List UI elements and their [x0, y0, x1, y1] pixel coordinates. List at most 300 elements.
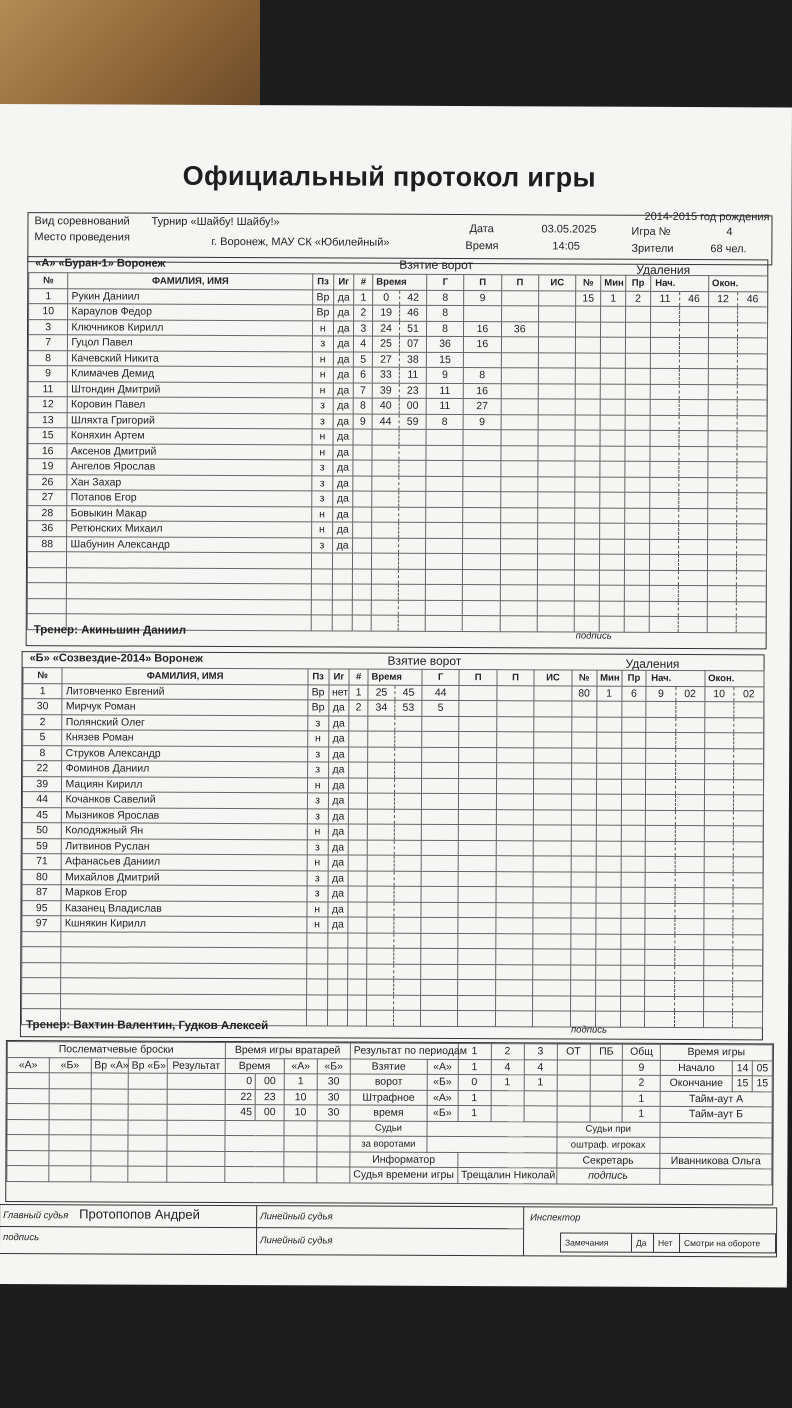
penalty-cell [704, 841, 733, 857]
goal-cell [421, 1010, 458, 1026]
player-number: 30 [23, 699, 63, 715]
player-plays: да [333, 289, 354, 305]
penalty-cell [679, 430, 708, 446]
penalty-cell [675, 856, 704, 872]
penalty-cell [737, 369, 767, 385]
player-number: 97 [22, 916, 62, 932]
team-a-signature: подпись [575, 630, 612, 642]
player-plays [332, 553, 353, 569]
player-number: 39 [22, 776, 62, 792]
goal-cell [425, 553, 462, 569]
penalty-cell [620, 918, 645, 934]
summary-cell: 1 [458, 1059, 491, 1075]
summary-cell: «Б» [427, 1074, 458, 1090]
penalty-cell [650, 322, 679, 338]
goal-cell [349, 731, 368, 747]
penalty-cell [571, 747, 596, 763]
penalty-cell [575, 430, 600, 446]
player-number: 10 [29, 304, 68, 320]
penalty-cell [625, 399, 650, 415]
goal-cell [538, 430, 575, 446]
goal-cell: 11 [426, 383, 463, 399]
player-number [22, 931, 62, 947]
penalty-cell [645, 918, 674, 934]
summary-cell [225, 1135, 284, 1151]
team-a-coach: Тренер: Акиньшин Даниил [33, 624, 187, 637]
goal-cell [348, 902, 367, 918]
penalty-cell [571, 794, 596, 810]
penalty-cell [733, 748, 763, 764]
player-plays: да [328, 824, 349, 840]
goal-cell [367, 917, 394, 933]
goal-cell [533, 871, 570, 887]
player-position [311, 553, 332, 569]
penalty-cell [736, 601, 766, 617]
player-number: 1 [23, 683, 63, 699]
goal-cell [348, 1010, 367, 1026]
player-position: з [312, 460, 333, 476]
penalty-cell [600, 523, 625, 539]
penalty-cell [737, 400, 767, 416]
penalty-cell [621, 779, 646, 795]
summary-cell [660, 1137, 772, 1153]
summary-cell: 45 [225, 1104, 256, 1120]
summary-cell [284, 1120, 317, 1136]
team-b-table [21, 667, 765, 1028]
goal-cell: 8 [354, 398, 373, 414]
penalty-cell [707, 570, 736, 586]
goal-cell [348, 964, 367, 980]
goal-cell [459, 747, 496, 763]
penalty-cell [733, 934, 763, 950]
penalty-cell [596, 810, 621, 826]
goal-cell [501, 306, 538, 322]
goal-cell [349, 762, 368, 778]
player-plays: да [332, 522, 353, 538]
penalty-cell [571, 716, 596, 732]
header-cell: Нач. [651, 275, 680, 291]
penalty-cell [575, 539, 600, 555]
player-number: 11 [28, 381, 67, 397]
player-number: 26 [28, 474, 67, 490]
penalty-cell [650, 415, 679, 431]
goal-cell [421, 824, 458, 840]
player-position: з [312, 491, 333, 507]
goal-cell [349, 778, 368, 794]
player-plays: да [328, 870, 349, 886]
summary-cell [167, 1135, 224, 1151]
penalty-cell [625, 508, 650, 524]
penalty-cell [704, 888, 733, 904]
penalty-cell [621, 732, 646, 748]
goal-cell: 11 [399, 367, 426, 383]
inspector-label: Инспектор [530, 1212, 581, 1224]
header-cell: Окон. [709, 276, 738, 292]
summary-cell [284, 1167, 317, 1183]
penalty-cell [650, 430, 679, 446]
player-name: Мызников Ярослав [62, 807, 307, 824]
header-cell: Время [373, 274, 400, 290]
goal-cell [496, 887, 533, 903]
goal-cell [500, 476, 537, 492]
summary-cell: 00 [256, 1074, 285, 1090]
goal-cell [538, 383, 575, 399]
goal-cell [538, 368, 575, 384]
goal-cell [495, 980, 532, 996]
goal-cell [501, 368, 538, 384]
player-position [306, 1010, 327, 1026]
penalty-cell [704, 779, 733, 795]
player-position: з [307, 793, 328, 809]
goal-cell [425, 538, 462, 554]
goal-cell [353, 491, 372, 507]
summary-cell: Взятие [350, 1059, 427, 1075]
goal-cell: 9 [353, 414, 372, 430]
goal-cell [367, 855, 394, 871]
goal-cell [464, 352, 501, 368]
summary-cell [128, 1120, 168, 1136]
goal-cell [425, 600, 462, 616]
team-b-name: «Б» «Созвездие-2014» Воронеж [29, 652, 203, 665]
goal-cell [399, 460, 426, 476]
player-position: н [312, 444, 333, 460]
goal-cell [394, 886, 421, 902]
player-plays: да [333, 320, 354, 336]
player-number [27, 552, 66, 568]
player-plays [332, 615, 353, 631]
goal-cell [459, 825, 496, 841]
summary-cell [128, 1073, 168, 1089]
player-name: Полянский Олег [62, 714, 307, 731]
goal-cell: 59 [399, 414, 426, 430]
player-position: з [307, 762, 328, 778]
summary-cell: Время игры вратарей [225, 1042, 350, 1058]
summary-cell: 2 [623, 1075, 660, 1091]
player-position: н [312, 522, 333, 538]
goal-cell [398, 600, 425, 616]
goal-cell [501, 430, 538, 446]
header-cell: Иг [333, 274, 354, 290]
goal-cell [496, 871, 533, 887]
summary-cell: «А» [427, 1090, 458, 1106]
team-a-table [27, 272, 769, 633]
goal-cell: 36 [426, 336, 463, 352]
penalty-cell [733, 841, 763, 857]
header-cell [738, 276, 768, 292]
goal-cell [458, 949, 495, 965]
player-name: Хан Захар [67, 474, 312, 491]
summary-cell: Время игры [660, 1044, 772, 1060]
goal-cell [353, 460, 372, 476]
penalty-cell [733, 810, 763, 826]
goal-cell [421, 886, 458, 902]
header-cell: № [29, 273, 68, 289]
goal-cell [459, 778, 496, 794]
penalty-cell [737, 493, 767, 509]
goal-cell [372, 460, 399, 476]
player-plays: да [332, 491, 353, 507]
penalty-cell [596, 701, 621, 717]
summary-cell: 15 [733, 1076, 753, 1092]
remarks-see-back: Смотри на обороте [679, 1234, 775, 1252]
player-position: Вр [308, 700, 329, 716]
goal-cell [500, 523, 537, 539]
goal-cell [500, 507, 537, 523]
player-plays: да [328, 808, 349, 824]
goal-cell: 40 [372, 398, 399, 414]
penalty-cell [737, 353, 767, 369]
player-number [22, 947, 62, 963]
penalty-cell: 80 [572, 685, 597, 701]
penalty-cell [621, 903, 646, 919]
goal-cell [533, 964, 570, 980]
summary-cell: оштраф. игроках [556, 1137, 659, 1153]
penalty-cell [646, 856, 675, 872]
goal-cell [398, 553, 425, 569]
player-plays: да [328, 839, 349, 855]
summary-cell: Трещалин Николай [457, 1168, 556, 1184]
goal-cell [501, 290, 538, 306]
summary-cell [91, 1073, 128, 1089]
venue-label: Место проведения [34, 231, 130, 244]
penalty-cell [733, 857, 763, 873]
penalty-cell [650, 477, 679, 493]
summary-cell: 30 [317, 1105, 350, 1121]
penalty-cell [679, 446, 708, 462]
header-cell: № [572, 670, 597, 686]
penalty-cell [645, 903, 674, 919]
goal-cell [425, 569, 462, 585]
penalty-cell [675, 794, 704, 810]
goal-cell [367, 809, 394, 825]
penalty-cell [736, 570, 766, 586]
header-cell: Нач. [646, 670, 675, 686]
goal-cell [537, 600, 574, 616]
summary-cell: Судьи при [557, 1121, 660, 1137]
penalty-cell [575, 415, 600, 431]
penalty-cell [736, 555, 766, 571]
summary-cell: Вр «Б» [128, 1058, 168, 1074]
penalty-cell [624, 616, 649, 632]
penalty-cell [674, 1011, 703, 1027]
goal-cell: 07 [399, 336, 426, 352]
penalty-cell [571, 763, 596, 779]
penalty-cell [733, 733, 763, 749]
goal-cell: 1 [349, 685, 368, 701]
penalty-cell [621, 794, 646, 810]
player-plays: да [333, 429, 354, 445]
player-name: Мациян Кирилл [62, 776, 307, 793]
player-name [67, 567, 312, 584]
header-cell: П [459, 670, 496, 686]
summary-cell: Тайм-аут Б [660, 1106, 772, 1122]
penalty-cell [596, 763, 621, 779]
player-plays [327, 994, 348, 1010]
goal-cell: 42 [400, 290, 427, 306]
goal-cell [368, 778, 395, 794]
penalty-cell [624, 570, 649, 586]
summary-cell [168, 1089, 225, 1105]
goal-cell [394, 948, 421, 964]
penalty-cell [625, 446, 650, 462]
player-plays [332, 568, 353, 584]
penalty-cell [600, 508, 625, 524]
summary-cell: Вр «А» [91, 1057, 128, 1073]
penalty-cell [576, 306, 601, 322]
goal-cell [353, 507, 372, 523]
goal-cell [534, 685, 571, 701]
penalty-cell [572, 701, 597, 717]
goal-cell [538, 461, 575, 477]
player-plays [327, 932, 348, 948]
player-position: н [312, 429, 333, 445]
goal-cell [422, 778, 459, 794]
goal-cell [463, 523, 500, 539]
player-name: Колодяжный Ян [62, 823, 307, 840]
team-b-coach: Тренер: Вахтин Валентин, Гудков Алексей [25, 1019, 269, 1033]
player-number: 28 [28, 505, 67, 521]
penalty-cell [707, 524, 736, 540]
goal-cell [394, 1010, 421, 1026]
remarks-no: Нет [653, 1234, 679, 1252]
penalty-cell [571, 825, 596, 841]
header-cell: Окон. [705, 671, 734, 687]
goal-cell [394, 824, 421, 840]
header-cell: # [349, 669, 368, 685]
player-plays [332, 599, 353, 615]
penalty-cell [733, 919, 763, 935]
penalty-cell [737, 477, 767, 493]
penalty-cell [708, 353, 737, 369]
summary-cell: 10 [284, 1089, 317, 1105]
penalty-cell [625, 430, 650, 446]
penalty-cell [570, 933, 595, 949]
penalty-cell [708, 338, 737, 354]
goal-cell [500, 585, 537, 601]
goal-cell [533, 995, 570, 1011]
goal-cell [533, 887, 570, 903]
date-label: Дата [469, 223, 494, 236]
goal-cell [372, 522, 399, 538]
summary-cell: 30 [317, 1089, 350, 1105]
goal-cell [426, 507, 463, 523]
goal-cell [348, 995, 367, 1011]
penalty-cell [703, 934, 732, 950]
player-position [311, 615, 332, 631]
player-name: Штондин Дмитрий [68, 381, 313, 398]
penalty-cell [571, 778, 596, 794]
player-number [27, 583, 66, 599]
penalty-cell [624, 601, 649, 617]
player-number: 71 [22, 854, 62, 870]
player-position: Вр [313, 305, 334, 321]
player-plays: да [328, 886, 349, 902]
player-plays: да [327, 901, 348, 917]
goal-cell [501, 414, 538, 430]
summary-cell: 05 [752, 1060, 772, 1076]
summary-cell [49, 1166, 91, 1182]
header-cell: Г [427, 274, 464, 290]
goal-cell [458, 964, 495, 980]
player-number: 59 [22, 838, 62, 854]
summary-cell [224, 1151, 283, 1167]
summary-cell: 4 [524, 1059, 557, 1075]
penalty-cell [621, 825, 646, 841]
team-a-penalties-title: Удаления [636, 262, 691, 278]
goal-cell [421, 948, 458, 964]
goal-cell: 45 [395, 685, 422, 701]
player-position [306, 963, 327, 979]
goal-cell [372, 476, 399, 492]
penalty-cell [571, 902, 596, 918]
player-number [27, 567, 66, 583]
summary-cell [524, 1106, 557, 1122]
goal-cell [367, 886, 394, 902]
summary-cell [557, 1075, 590, 1091]
document-title: Официальный протокол игры [182, 160, 596, 193]
penalty-cell [704, 903, 733, 919]
goal-cell [399, 491, 426, 507]
penalty-cell [601, 322, 626, 338]
penalty-cell [600, 368, 625, 384]
goal-cell [458, 980, 495, 996]
penalty-cell [737, 384, 767, 400]
time-value: 14:05 [552, 240, 580, 253]
penalty-cell [679, 399, 708, 415]
penalty-cell [650, 492, 679, 508]
player-number: 27 [28, 490, 67, 506]
penalty-cell [596, 887, 621, 903]
penalty-cell [596, 732, 621, 748]
player-position: з [312, 413, 333, 429]
goal-cell [458, 918, 495, 934]
penalty-cell [625, 415, 650, 431]
goal-cell [538, 337, 575, 353]
summary-cell: за воротами [350, 1136, 427, 1152]
penalty-cell [732, 996, 762, 1012]
player-position: з [307, 886, 328, 902]
player-name: Афанасьев Даниил [62, 854, 307, 871]
summary-cell [317, 1167, 350, 1183]
penalty-cell [645, 1011, 674, 1027]
goal-cell [372, 507, 399, 523]
penalty-cell [675, 825, 704, 841]
player-position [307, 932, 328, 948]
game-number-value: 4 [726, 226, 733, 239]
goal-cell [349, 824, 368, 840]
penalty-cell: 15 [576, 291, 601, 307]
player-position: Вр [308, 684, 329, 700]
summary-cell [590, 1091, 623, 1107]
penalty-cell [596, 841, 621, 857]
penalty-cell [621, 887, 646, 903]
player-position: з [312, 398, 333, 414]
summary-cell: Штрафное [350, 1090, 427, 1106]
player-number: 13 [28, 412, 67, 428]
penalty-cell [679, 384, 708, 400]
player-position [311, 584, 332, 600]
penalty-cell [621, 701, 646, 717]
player-plays: да [333, 460, 354, 476]
penalty-cell [596, 825, 621, 841]
summary-cell: «Б» [49, 1057, 91, 1073]
goal-cell: 8 [464, 368, 501, 384]
goal-cell [459, 685, 496, 701]
goal-cell [367, 979, 394, 995]
linesman-label-1: Линейный судья [260, 1211, 333, 1223]
penalty-cell [600, 415, 625, 431]
player-name [67, 552, 312, 569]
